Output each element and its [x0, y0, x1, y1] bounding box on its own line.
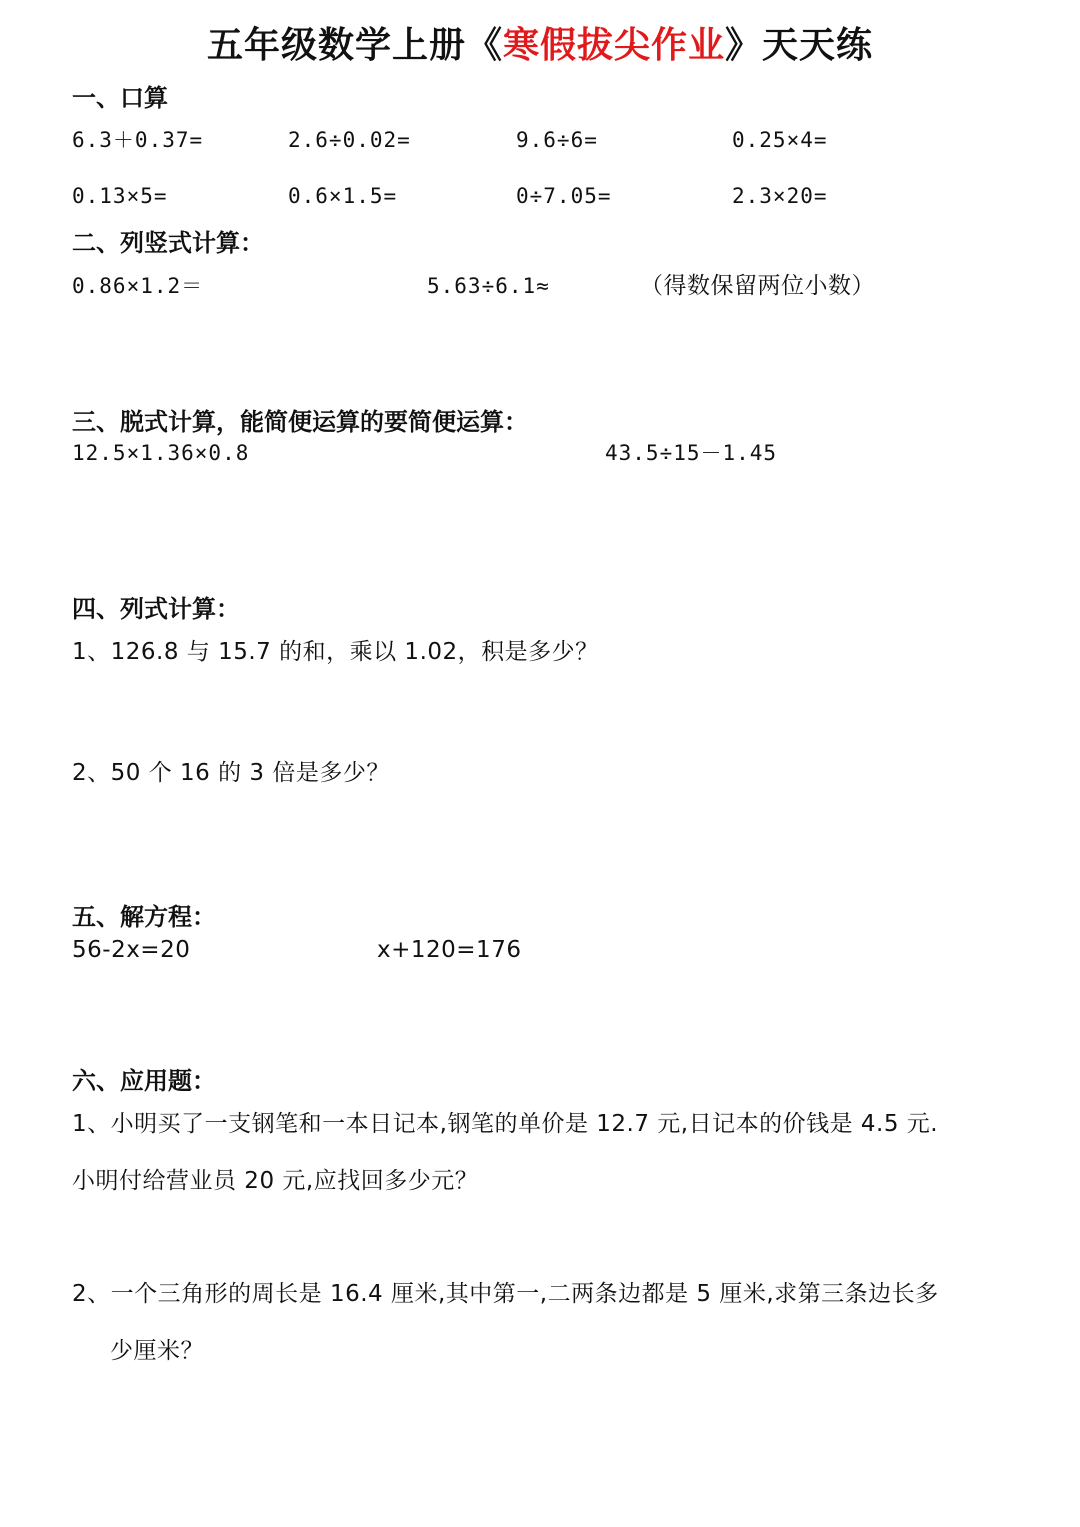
expression-problem-2: 2、50 个 16 的 3 倍是多少？ — [72, 760, 390, 786]
oral-item-8: 2.3×20= — [732, 184, 828, 208]
equation-2: x+120=176 — [377, 937, 522, 963]
stepwise-item-1: 12.5×1.36×0.8 — [72, 441, 250, 465]
oral-item-4: 0.25×4= — [732, 128, 828, 152]
title-prefix: 五年级数学上册《 — [206, 25, 503, 66]
oral-item-2: 2.6÷0.02= — [288, 128, 411, 152]
word-problem-2-line-2: 少厘米？ — [110, 1338, 204, 1364]
rounding-note: （得数保留两位小数） — [640, 273, 875, 299]
oral-item-5: 0.13×5= — [72, 184, 168, 208]
section-3-heading: 三、脱式计算，能简便运算的要简便运算： — [72, 408, 528, 436]
word-problem-1-line-1: 1、小明买了一支钢笔和一本日记本,钢笔的单价是 12.7 元,日记本的价钱是 4.5 元. — [72, 1111, 939, 1137]
vertical-item-1: 0.86×1.2＝ — [72, 274, 204, 298]
oral-item-3: 9.6÷6= — [516, 128, 598, 152]
title-suffix: 》天天练 — [725, 25, 874, 66]
oral-item-6: 0.6×1.5= — [288, 184, 398, 208]
section-4-heading: 四、列式计算： — [72, 595, 240, 623]
section-6-heading: 六、应用题： — [72, 1067, 216, 1095]
section-1-heading: 一、口算 — [72, 84, 168, 112]
title-highlight: 寒假拔尖作业 — [502, 25, 725, 66]
vertical-item-2: 5.63÷6.1≈ — [427, 274, 550, 298]
equation-1: 56-2x=20 — [72, 937, 191, 963]
section-5-heading: 五、解方程： — [72, 903, 216, 931]
word-problem-1-line-2: 小明付给营业员 20 元,应找回多少元？ — [72, 1168, 479, 1194]
oral-item-7: 0÷7.05= — [516, 184, 612, 208]
oral-item-1: 6.3＋0.37= — [72, 128, 204, 152]
page-title — [0, 25, 1080, 66]
stepwise-item-2: 43.5÷15－1.45 — [605, 441, 778, 465]
section-2-heading: 二、列竖式计算： — [72, 229, 264, 257]
word-problem-2-line-1: 2、一个三角形的周长是 16.4 厘米,其中第一,二两条边都是 5 厘米,求第三条边长多 — [72, 1281, 939, 1307]
expression-problem-1: 1、126.8 与 15.7 的和，乘以 1.02，积是多少？ — [72, 639, 599, 665]
